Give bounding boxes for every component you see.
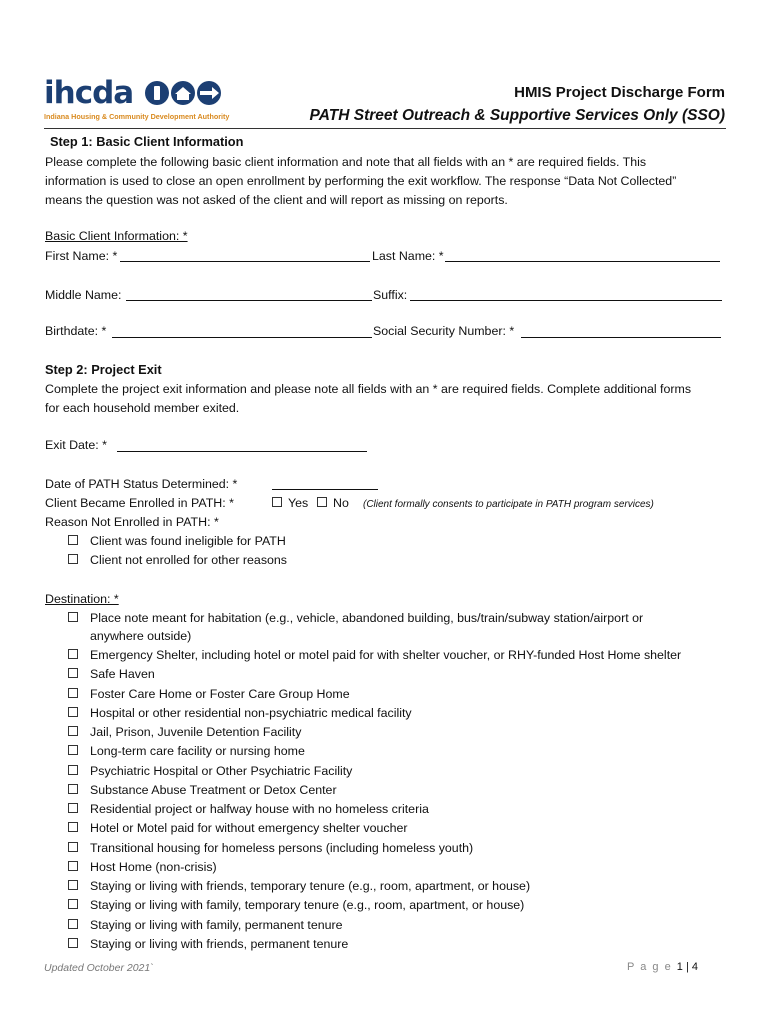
destination-option-label: Staying or living with friends, temporary tenure (e.g., room, apartment, or house): [90, 879, 531, 893]
destination-option[interactable]: [68, 801, 429, 817]
destination-option-label: Safe Haven: [90, 667, 155, 682]
destination-option[interactable]: [68, 782, 337, 798]
step2-intro-line: Complete the project exit information and please note all fields with an * are required fields. Complete additional forms: [45, 382, 692, 396]
form-title: HMIS Project Discharge Form: [514, 84, 725, 101]
destination-option[interactable]: [68, 859, 217, 875]
destination-option-label-cont: anywhere outside): [90, 629, 192, 643]
destination-option-label: Place note meant for habitation (e.g., vehicle, abandoned building, bus/train/subway station/airport or: [90, 611, 644, 625]
header-divider: [44, 128, 726, 129]
checkbox[interactable]: [68, 938, 78, 948]
path-status-date-field[interactable]: [272, 489, 378, 490]
destination-option[interactable]: [68, 724, 301, 740]
destination-option[interactable]: [68, 647, 681, 663]
checkbox[interactable]: [68, 919, 78, 929]
suffix-field[interactable]: [410, 300, 722, 301]
checkbox[interactable]: [68, 726, 78, 736]
destination-option-label: Staying or living with family, temporary tenure (e.g., room, apartment, or house): [90, 898, 525, 913]
suffix-label: Suffix:: [373, 288, 408, 302]
destination-option[interactable]: [68, 686, 350, 702]
checkbox[interactable]: [68, 899, 78, 909]
form-subtitle: PATH Street Outreach & Supportive Services Only (SSO): [309, 107, 725, 124]
destination-option[interactable]: [68, 666, 155, 682]
no-label: No: [333, 496, 349, 510]
basic-info-label: Basic Client Information: *: [45, 229, 188, 243]
destination-option-label: Substance Abuse Treatment or Detox Center: [90, 782, 337, 797]
reason-label: Reason Not Enrolled in PATH: *: [45, 515, 219, 529]
destination-option[interactable]: [68, 763, 352, 779]
checkbox[interactable]: [68, 668, 78, 678]
page-num: 1 | 4: [676, 961, 698, 973]
ssn-label: Social Security Number: *: [373, 324, 515, 338]
checkbox[interactable]: [68, 803, 78, 813]
destination-option[interactable]: [68, 820, 408, 836]
checkbox[interactable]: [68, 842, 78, 852]
checkbox[interactable]: [68, 822, 78, 832]
destination-option[interactable]: [68, 917, 343, 933]
destination-option-label: Host Home (non-crisis): [90, 859, 217, 874]
destination-option-label: Psychiatric Hospital or Other Psychiatric Facility: [90, 763, 353, 778]
checkbox[interactable]: [272, 497, 282, 507]
checkbox[interactable]: [68, 745, 78, 755]
reason-option-label: Client not enrolled for other reasons: [90, 553, 287, 567]
destination-option-label: Staying or living with family, permanent tenure: [90, 917, 343, 932]
step1-intro-line: means the question was not asked of the client and will report as missing on reports.: [45, 193, 508, 207]
destination-option-label: Hospital or other residential non-psychiatric medical facility: [90, 705, 412, 720]
destination-option-label: Transitional housing for homeless persons (including homeless youth): [90, 840, 474, 855]
step1-intro-line: Please complete the following basic client information and note that all fields with an * are required fields. This: [45, 155, 647, 169]
exit-date-label: Exit Date: *: [45, 438, 107, 452]
reason-option[interactable]: [68, 533, 286, 549]
checkbox[interactable]: [68, 535, 78, 545]
step1-intro-line: information is used to close an open enrollment by performing the exit workflow. The response “Data Not Collected”: [45, 174, 677, 188]
reason-option-label: Client was found ineligible for PATH: [90, 534, 286, 548]
destination-option-label: Jail, Prison, Juvenile Detention Facility: [90, 725, 302, 739]
step1-heading: Step 1: Basic Client Information: [50, 134, 244, 149]
enrolled-yes-option[interactable]: [272, 495, 308, 511]
destination-option[interactable]: [68, 610, 643, 626]
middle-name-field[interactable]: [126, 300, 372, 301]
destination-option[interactable]: [68, 897, 524, 913]
ssn-field[interactable]: [521, 337, 721, 338]
birthdate-label: Birthdate: *: [45, 324, 107, 338]
destination-option-label: Emergency Shelter, including hotel or motel paid for with shelter voucher, or RHY-funded Host Home shelter: [90, 648, 682, 662]
step2-intro-line: for each household member exited.: [45, 401, 240, 415]
destination-option-label: Foster Care Home or Foster Care Group Home: [90, 686, 350, 701]
checkbox[interactable]: [68, 765, 78, 775]
checkbox[interactable]: [68, 612, 78, 622]
checkbox[interactable]: [68, 649, 78, 659]
destination-option-label: Hotel or Motel paid for without emergency shelter voucher: [90, 821, 408, 836]
reason-option[interactable]: [68, 552, 287, 568]
destination-option-label: Long-term care facility or nursing home: [90, 744, 305, 759]
first-name-field[interactable]: [120, 261, 370, 262]
enrolled-label: Client Became Enrolled in PATH: *: [45, 496, 234, 510]
destination-option[interactable]: [68, 743, 305, 759]
checkbox[interactable]: [68, 554, 78, 564]
first-name-label: First Name: *: [45, 249, 118, 263]
updated-note: Updated October 2021`: [44, 962, 154, 974]
last-name-field[interactable]: [445, 261, 720, 262]
enrolled-no-option[interactable]: [317, 495, 349, 511]
middle-name-label: Middle Name:: [45, 288, 122, 302]
checkbox[interactable]: [68, 784, 78, 794]
destination-option[interactable]: [68, 936, 348, 952]
logo-wordmark: ihcda: [44, 75, 134, 111]
page-word: P a g e: [627, 961, 673, 973]
exit-date-field[interactable]: [117, 451, 367, 452]
yes-label: Yes: [288, 496, 309, 510]
checkbox[interactable]: [68, 861, 78, 871]
destination-option[interactable]: [68, 705, 412, 721]
last-name-label: Last Name: *: [372, 249, 444, 263]
destination-option-label: Residential project or halfway house with no homeless criteria: [90, 802, 429, 816]
path-status-date-label: Date of PATH Status Determined: *: [45, 477, 238, 491]
checkbox[interactable]: [68, 707, 78, 717]
page-number: [627, 961, 698, 973]
checkbox[interactable]: [68, 688, 78, 698]
birthdate-field[interactable]: [112, 337, 372, 338]
destination-option[interactable]: [68, 878, 530, 894]
enrolled-note: (Client formally consents to participate in PATH program services): [363, 499, 654, 510]
destination-label: Destination: *: [45, 592, 119, 606]
logo-tagline: Indiana Housing & Community Development Authority: [44, 112, 230, 121]
checkbox[interactable]: [68, 880, 78, 890]
destination-option[interactable]: [68, 840, 473, 856]
ihcda-logo: [44, 76, 234, 124]
logo-icons: [144, 80, 224, 106]
step2-heading: Step 2: Project Exit: [45, 362, 162, 377]
destination-option-label: Staying or living with friends, permanent tenure: [90, 936, 349, 951]
checkbox[interactable]: [317, 497, 327, 507]
